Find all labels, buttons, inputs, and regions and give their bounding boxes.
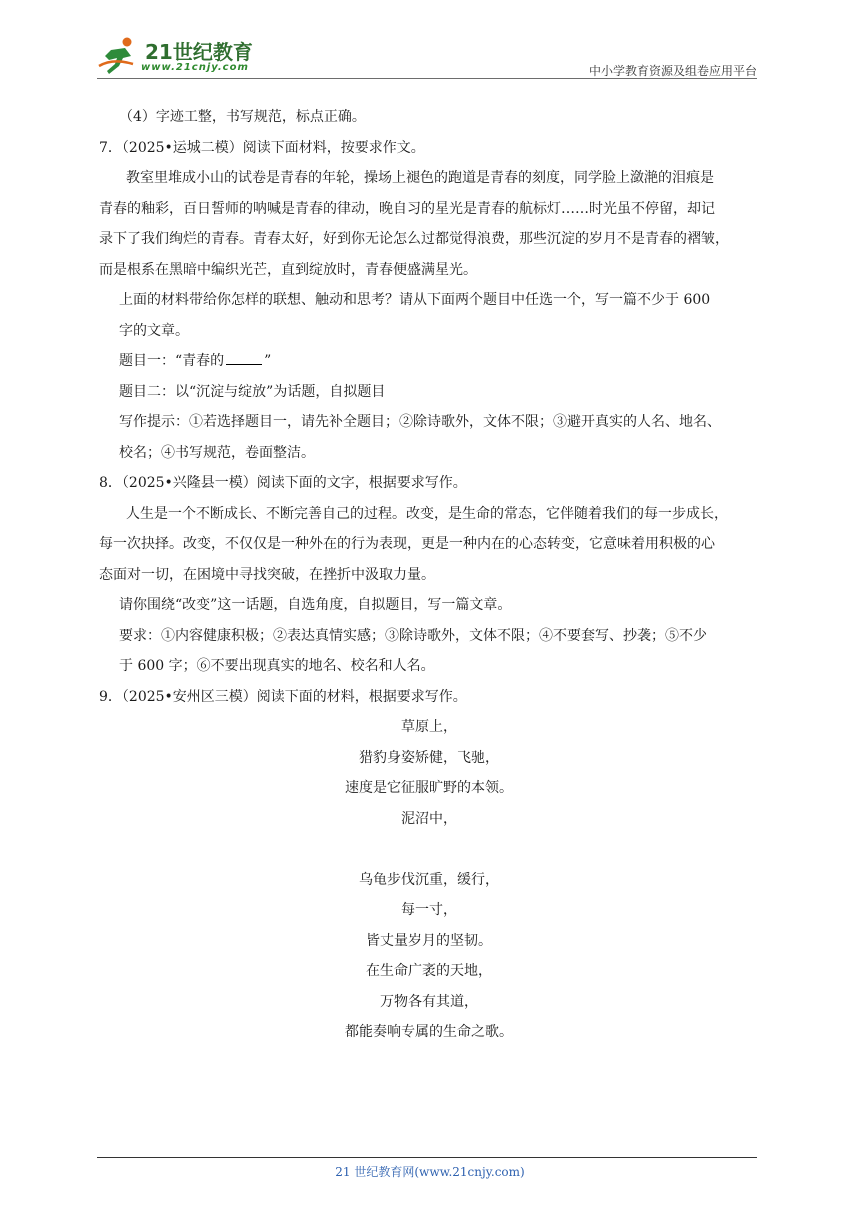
topic-two: 题目二：以“沉淀与绽放”为话题，自拟题目 xyxy=(119,383,386,400)
text-line: 字的文章。 xyxy=(119,322,189,339)
logo-text: 21世纪教育 xyxy=(145,40,253,64)
text-line: 人生是一个不断成长、不断完善自己的过程。改变，是生命的常态，它伴随着我们的每一步成长， xyxy=(126,505,728,522)
text-line: （4）字迹工整，书写规范，标点正确。 xyxy=(119,109,366,125)
footer-link[interactable]: 21 世纪教育网(www.21cnjy.com) xyxy=(335,1165,525,1179)
page-header xyxy=(97,34,757,80)
logo-url: www.21cnjy.com xyxy=(141,62,249,73)
poem-line: 猎豹身姿矫健，飞驰， xyxy=(359,749,499,766)
text-line: 而是根系在黑暗中编织光芒，直到绽放时，青春便盛满星光。 xyxy=(99,261,477,278)
text-line: 请你围绕“改变”这一话题，自选角度，自拟题目，写一篇文章。 xyxy=(119,597,512,613)
topic-one-prefix: 题目一：“青春的 xyxy=(119,353,225,369)
text-line: 于 600 字；⑥不要出现真实的地名、校名和人名。 xyxy=(119,658,435,674)
poem-line: 万物各有其道， xyxy=(380,993,478,1010)
site-logo[interactable] xyxy=(97,34,257,78)
text-line: 校名；④书写规范，卷面整洁。 xyxy=(119,444,315,461)
header-tagline: 中小学教育资源及组卷应用平台 xyxy=(588,64,757,78)
text-line: 录下了我们绚烂的青春。青春太好，好到你无论怎么过都觉得浪费，那些沉淀的岁月不是青春的褶皱， xyxy=(99,231,729,247)
runner-icon xyxy=(97,36,141,76)
text-line: 每一次抉择。改变，不仅仅是一种外在的行为表现，更是一种内在的心态转变，它意味着用积极的心 xyxy=(99,536,715,552)
poem-line: 泥沼中， xyxy=(401,810,457,827)
fill-in-blank xyxy=(226,348,262,365)
header-divider xyxy=(97,78,757,79)
text-line: 上面的材料带给你怎样的联想、触动和思考？请从下面两个题目中任选一个，写一篇不少于 600 xyxy=(119,292,711,308)
text-line: 态面对一切，在困境中寻找突破，在挫折中汲取力量。 xyxy=(99,566,435,583)
requirements: 要求：①内容健康积极；②表达真情实感；③除诗歌外，文体不限；④不要套写、抄袭；⑤不少 xyxy=(119,627,707,644)
document-body xyxy=(99,102,759,1048)
question-9-heading: 9．（2025•安州区三模）阅读下面的材料，根据要求写作。 xyxy=(99,688,467,705)
poem-line: 皆丈量岁月的坚韧。 xyxy=(366,932,492,949)
question-8-heading: 8．（2025•兴隆县一模）阅读下面的文字，根据要求写作。 xyxy=(99,475,467,491)
poem-line: 在生命广袤的天地， xyxy=(366,963,492,979)
poem-line: 乌龟步伐沉重，缓行， xyxy=(359,871,499,888)
poem-line: 都能奏响专属的生命之歌。 xyxy=(345,1024,513,1040)
poem-line xyxy=(99,834,759,865)
poem-line: 草原上， xyxy=(401,719,457,735)
topic-one-suffix: ” xyxy=(264,353,272,369)
poem-line: 每一寸， xyxy=(401,902,457,918)
text-line: 教室里堆成小山的试卷是青春的年轮，操场上褪色的跑道是青春的刻度，同学脸上潋滟的泪痕是 xyxy=(126,170,714,186)
topic-one xyxy=(99,346,759,377)
poem-line: 速度是它征服旷野的本领。 xyxy=(345,780,513,796)
text-line: 青春的釉彩，百日誓师的呐喊是青春的律动，晚自习的星光是青春的航标灯……时光虽不停留，却记 xyxy=(99,200,715,217)
poem xyxy=(99,712,759,1048)
writing-tips: 写作提示：①若选择题目一，请先补全题目；②除诗歌外，文体不限；③避开真实的人名、地名、 xyxy=(119,414,721,430)
footer-divider xyxy=(97,1157,757,1158)
question-7-heading: 7．（2025•运城二模）阅读下面材料，按要求作文。 xyxy=(99,139,425,156)
